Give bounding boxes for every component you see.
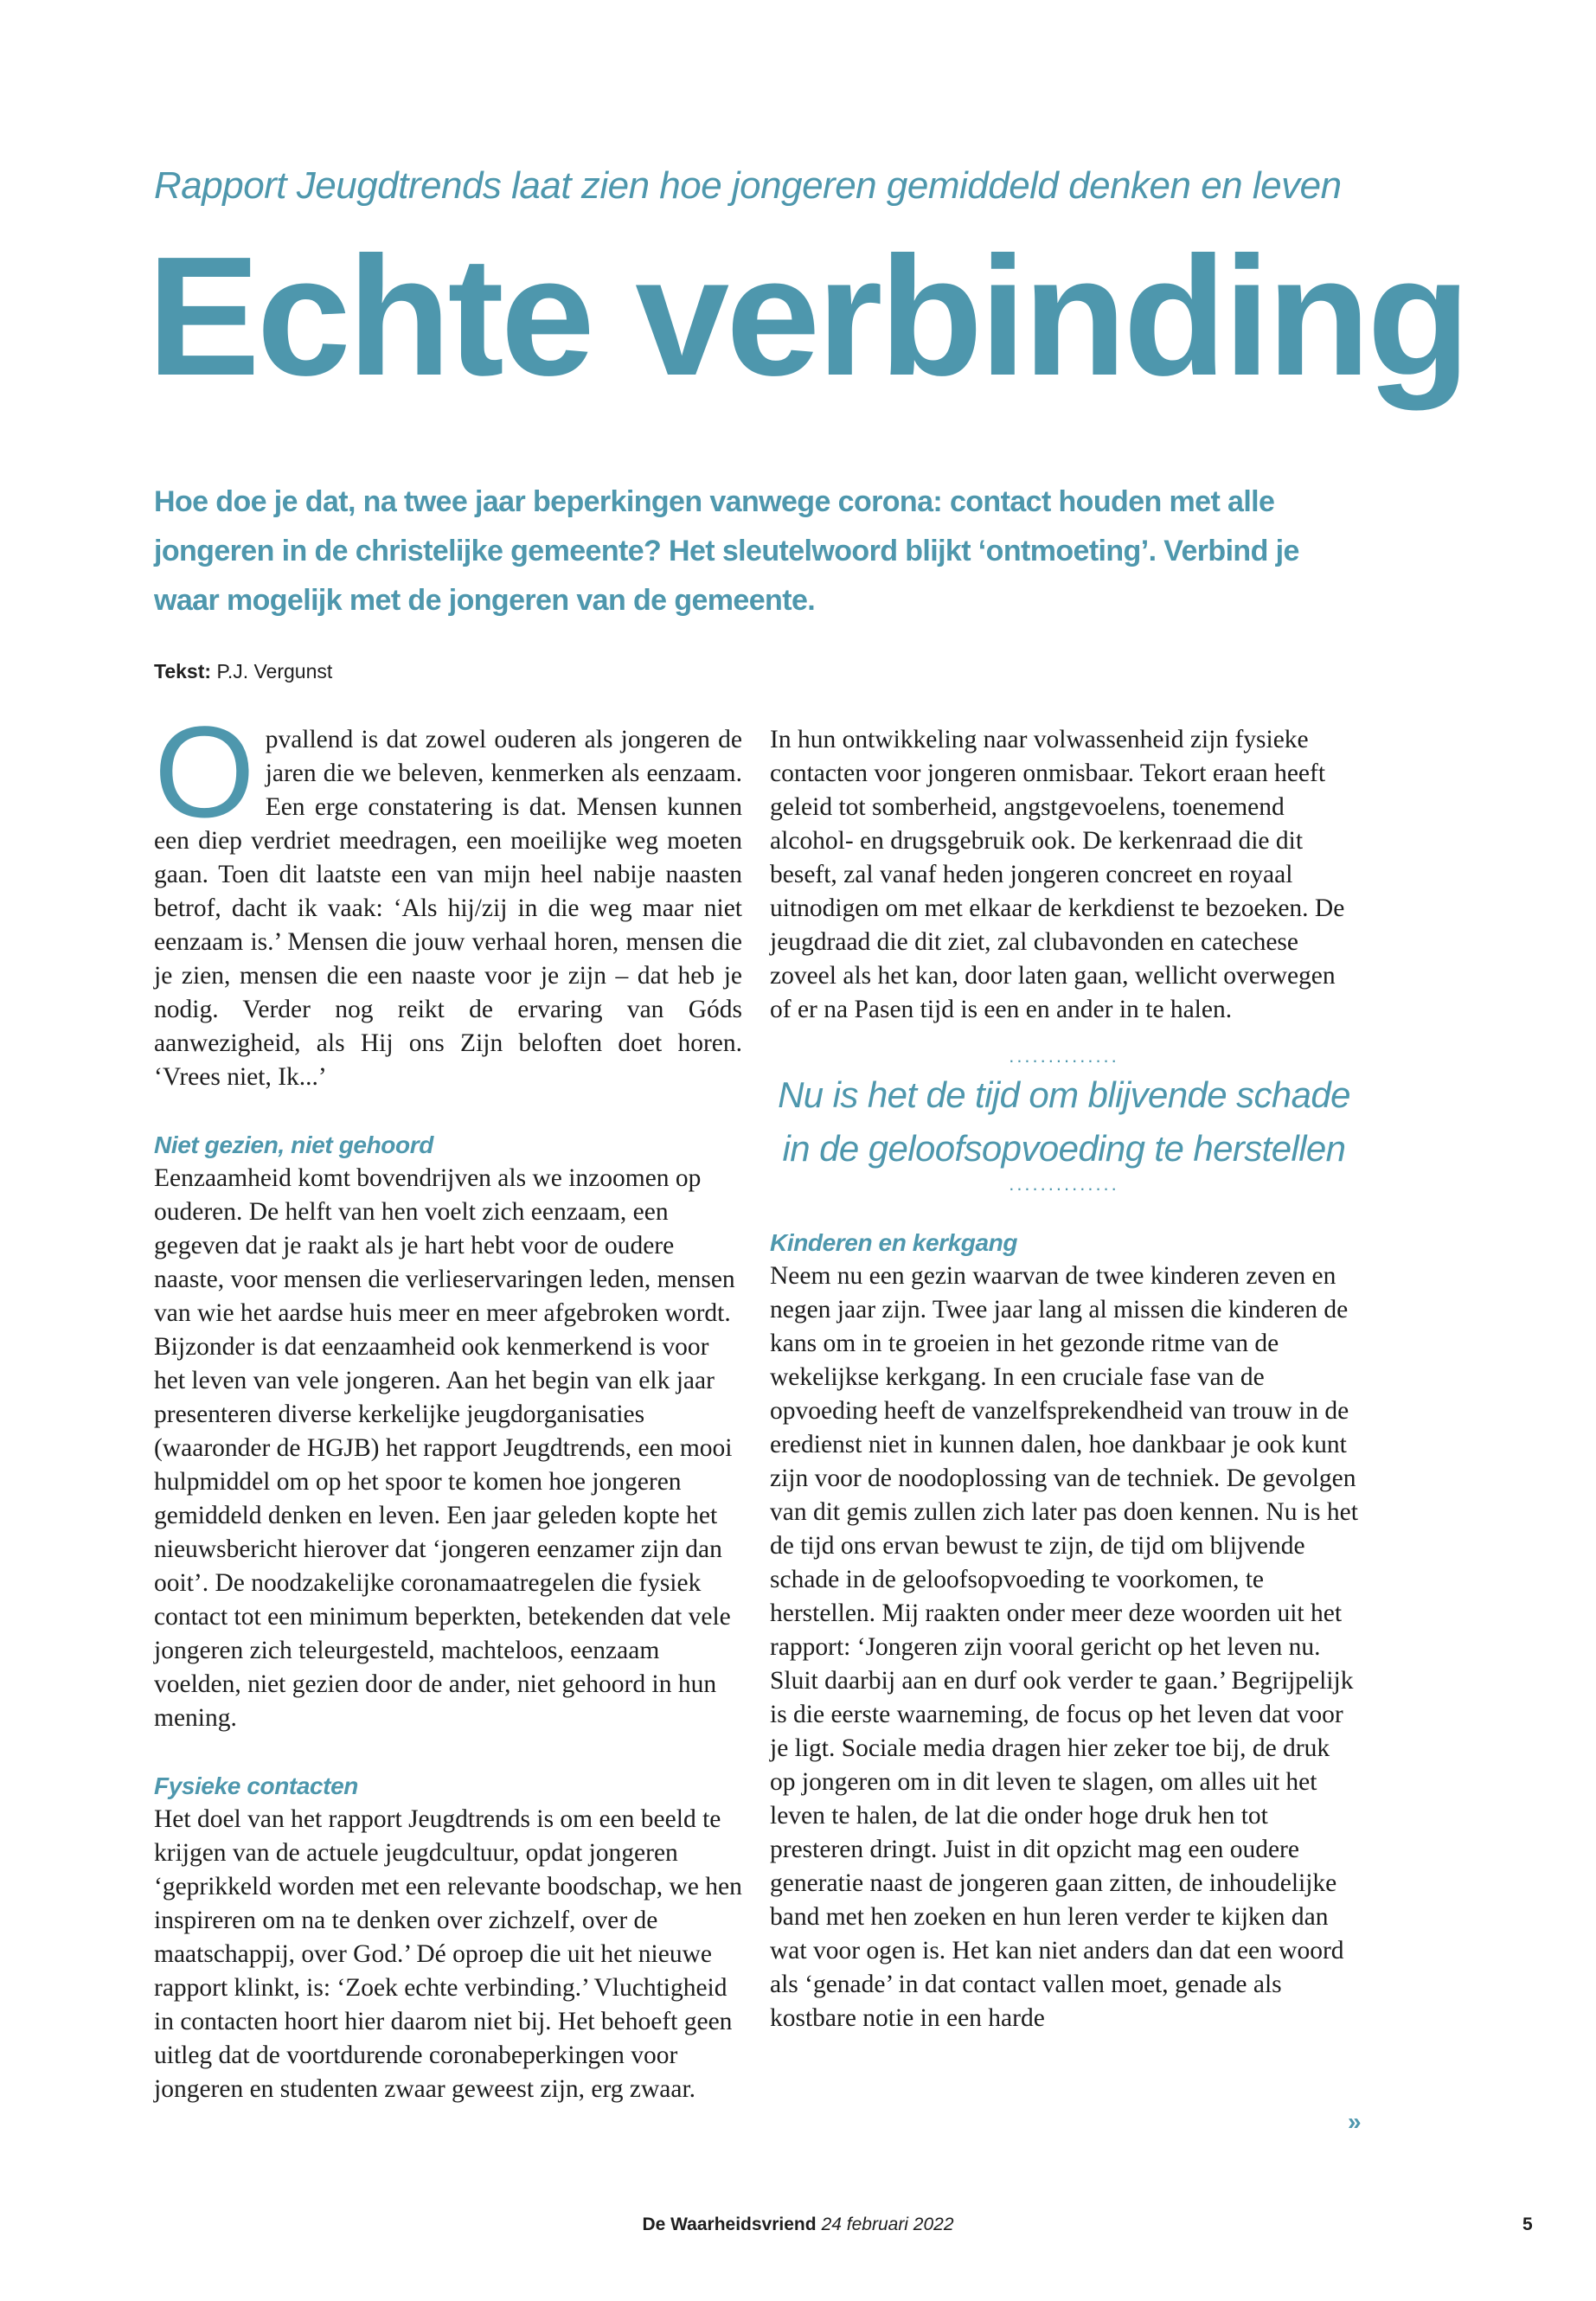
paragraph-kinderen-kerkgang: Neem nu een gezin waarvan de twee kinderen zeven en negen jaar zijn. Twee jaar lang al missen die kinderen de kans om in te groeien in het gezonde ritme van de wekelijkse kerkgang. In een cruciale fase van de opvoeding heeft de vanzelfsprekendheid van trouw in de eredienst niet in kunnen dalen, hoe dankbaar je ook kunt zijn voor de noodoplossing van de techniek. De gevolgen van dit gemis zullen zich later pas doen kennen. Nu is het de tijd ons ervan bewust te zijn, de tijd om blijvende schade in de geloofsopvoeding te voorkomen, te herstellen. Mij raakten onder meer deze woorden uit het rapport: ‘Jongeren zijn vooral gericht op het leven nu. Sluit daarbij aan en durf ook verder te gaan.’ Begrijpelijk is die eerste waarneming, de focus op het leven dat voor je ligt. Sociale media dragen hier zeker toe bij, de druk op jongeren om in dit leven te slagen, om alles uit het leven te halen, de lat die onder hoge druk hen tot presteren dringt. Juist in dit opzicht mag een oudere generatie naast de jongeren gaan zitten, de inhoudelijke band met hen zoeken en hun leren verder te kijken dan wat voor ogen is. Het kan niet anders dan dat een woord als ‘genade’ in dat contact vallen moet, genade als kostbare notie in een harde [770,1262,1358,2032]
article-lead: Hoe doe je dat, na twee jaar beperkingen vanwege corona: contact houden met alle jongeren in de christelijke gemeente? Het sleutelwoord blijkt ‘ontmoeting’. Verbind je waar mogelijk met de jongeren van de gemeente. [154,485,1299,617]
page-number: 5 [1522,2214,1533,2234]
byline-author: P.J. Vergunst [216,660,333,683]
subhead-fysieke-contacten: Fysieke contacten [154,1772,358,1799]
pullquote-text: Nu is het de tijd om blijvende schade in de geloofsopvoeding te herstellen [778,1074,1350,1169]
byline-label: Tekst: [154,660,212,683]
subhead-niet-gezien: Niet gezien, niet gehoord [154,1131,433,1158]
dropcap: O [154,699,255,844]
footer-date: 24 februari 2022 [821,2214,954,2234]
continue-arrow-icon: » [1348,2108,1362,2135]
paragraph-niet-gezien: Eenzaamheid komt bovendrijven als we inzoomen op ouderen. De helft van hen voelt zich eenzaam, een gegeven dat je raakt als je hart hebt voor de oudere naaste, voor mensen die verlieservaringen leden, mensen van wie het aardse huis meer en meer afgebroken wordt. Bijzonder is dat eenzaamheid ook kenmerkend is voor het leven van vele jongeren. Aan het begin van elk jaar presenteren diverse kerkelijke jeugdorganisaties (waaronder de HGJB) het rapport Jeugdtrends, een mooi hulpmiddel om op het spoor te komen hoe jongeren gemiddeld denken en leven. Een jaar geleden kopte het nieuwsbericht hierover dat ‘jongeren eenzamer zijn dan ooit’. De noodzakelijke coronamaatregelen die fysiek contact tot een minimum beperkten, betekenden dat vele jongeren zich teleurgesteld, machteloos, eenzaam voelden, niet gezien door de ander, niet gehoord in hun mening. [154,1164,735,1732]
page-footer [0,2214,1596,2235]
left-column [154,699,742,2106]
intro-text: pvallend is dat zowel ouderen als jongeren de jaren die we beleven, kenmerken als eenzaam. Een erge constatering is dat. Mensen kunnen een diep verdriet meedragen, een moeilijke weg moeten gaan. Toen dit laatste een van mijn heel nabije naasten betrof, dacht ik vaak: ‘Als hij/zij in die weg maar niet eenzaam is.’ Mensen die jouw verhaal horen, mensen die je zien, mensen die een naaste voor je zijn – dat heb je nodig. Verder nog reikt de ervaring van Góds aanwezigheid, als Hij ons Zijn beloften doet horen. ‘Vrees niet, Ik...’ [154,726,742,1091]
article-kicker: Rapport Jeugdtrends laat zien hoe jongeren gemiddeld denken en leven [154,164,1342,207]
paragraph-fysieke-contacten: Het doel van het rapport Jeugdtrends is om een beeld te krijgen van de actuele jeugdcultuur, opdat jongeren ‘geprikkeld worden met een relevante boodschap, we hen inspireren om na te denken over zichzelf, over de maatschappij, over God.’ Dé oproep die uit het nieuwe rapport klinkt, is: ‘Zoek echte verbinding.’ Vluchtigheid in contacten hoort hier daarom niet bij. Het behoeft geen uitleg dat de voortdurende coronabeperkingen voor jongeren en studenten zwaar geweest zijn, erg zwaar. [154,1805,742,2103]
pullquote [770,1048,1358,1196]
article-title: Echte verbinding [147,221,1468,411]
right-column [770,723,1358,2035]
paragraph-ontwikkeling: In hun ontwikkeling naar volwassenheid zijn fysieke contacten voor jongeren onmisbaar. Tekort eraan heeft geleid tot somberheid, angstgevoelens, toenemend alcohol- en drugsgebruik ook. De kerkenraad die dit beseft, zal vanaf heden jongeren concreet en royaal uitnodigen om met elkaar de kerkdienst te bezoeken. De jeugdraad die dit ziet, zal clubavonden en catechese zoveel als het kan, door laten gaan, wellicht overwegen of er na Pasen tijd is een en ander in te halen. [770,726,1345,1023]
byline [154,660,332,683]
footer-magazine: De Waarheidsvriend [642,2214,817,2234]
intro-paragraph [154,699,742,1094]
pullquote-top-dots: .............. [1009,1048,1119,1067]
pullquote-bottom-dots: .............. [1009,1176,1119,1195]
subhead-kinderen-kerkgang: Kinderen en kerkgang [770,1229,1018,1256]
